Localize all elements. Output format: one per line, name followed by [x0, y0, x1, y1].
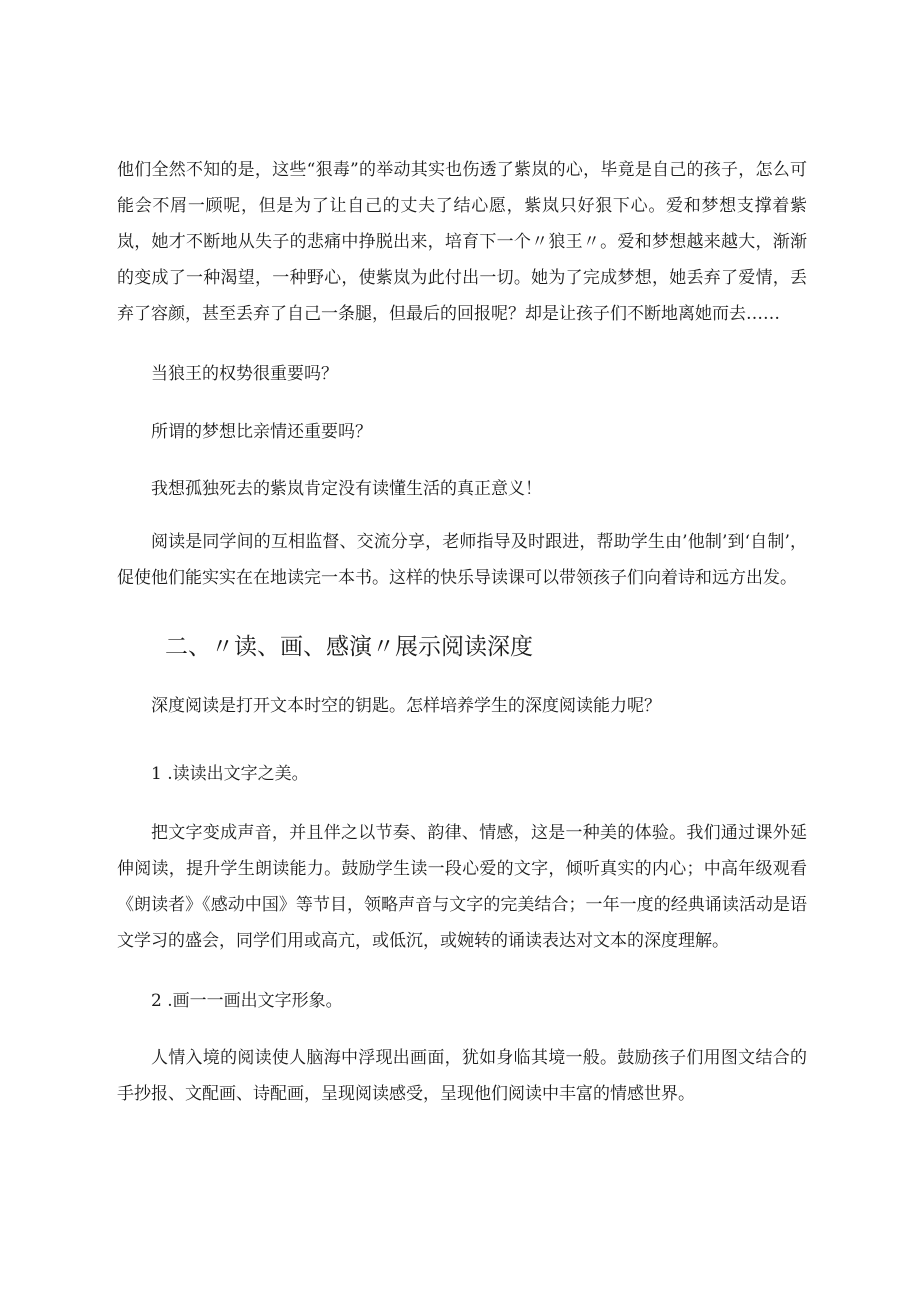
section-heading-reading-depth: 二、〃读、画、感演〃展示阅读深度	[165, 634, 533, 660]
paragraph-picture-reading: 人情入境的阅读使人脑海中浮现出画面，犹如身临其境一般。鼓励孩子们用图文结合的手抄报、文配画、诗配画，呈现阅读感受，呈现他们阅读中丰富的情感世界。	[117, 1048, 807, 1104]
paragraph-reading-aloud: 把文字变成声音，并且伴之以节奏、韵律、情感，这是一种美的体验。我们通过课外延伸阅读，提升学生朗读能力。鼓励学生读一段心爱的文字，倾听真实的内心；中高年级观看《朗读者》《感动中国》等节目，领略声音与文字的完美结合；一年一度的经典诵读活动是语文学习的盛会，同学们用或高亢，或低沉，或婉转的诵读表达对文本的深度理解。	[117, 823, 807, 951]
paragraph-zilan-sacrifice: 他们全然不知的是，这些“狠毒”的举动其实也伤透了紫岚的心，毕竟是自己的孩子，怎么可能会不屑一顾呢，但是为了让自己的丈夫了结心愿，紫岚只好狠下心。爱和梦想支撑着紫岚，她才不断地从失子的悲痛中挣脱出来，培育下一个〃狼王〃。爱和梦想越来越大，渐渐的变成了一种渴望，一种野心，使紫岚为此付出一切。她为了完成梦想，她丢弃了爱情，丢弃了容颜，甚至丢弃了自己一条腿，但最后的回报呢？却是让孩子们不断地离她而去……	[117, 160, 807, 324]
paragraph-dream-vs-family-question: 所谓的梦想比亲情还重要吗？	[151, 422, 372, 442]
subheading-read-beauty: 1 .读读出文字之美。	[151, 764, 309, 784]
subheading-draw-images: 2 .画一一画出文字形象。	[151, 991, 343, 1011]
paragraph-deep-reading-key: 深度阅读是打开文本时空的钥匙。怎样培养学生的深度阅读能力呢？	[151, 696, 661, 716]
paragraph-wolf-king-power-question: 当狼王的权势很重要吗？	[151, 364, 338, 384]
paragraph-meaning-of-life: 我想孤独死去的紫岚肯定没有读懂生活的真正意义！	[151, 479, 542, 499]
paragraph-reading-supervision: 阅读是同学间的互相监督、交流分享，老师指导及时跟进，帮助学生由’他制’到‘自制’，促使他们能实实在在地读完一本书。这样的快乐导读课可以带领孩子们向着诗和远方出发。	[117, 532, 807, 588]
